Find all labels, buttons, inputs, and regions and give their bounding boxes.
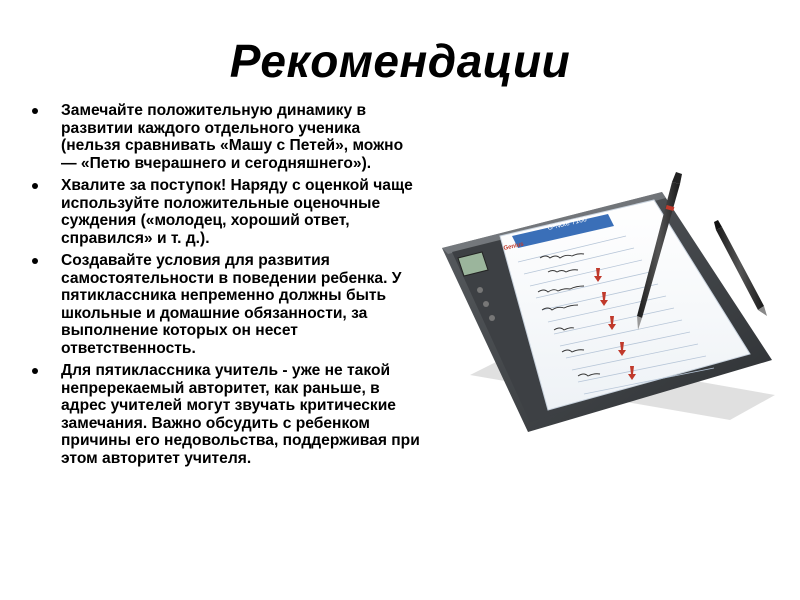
bullet-item <box>30 102 422 172</box>
device-brand: Genius <box>503 241 525 252</box>
bullet-dot-icon <box>32 183 38 189</box>
bullet-text: Создавайте условия для развития самостоятельности в поведении ребенка. У пятиклассника непременно должны быть школьные и домашние обязанности, за выполнение которых он несет ответственность. <box>61 252 402 357</box>
device-title: G-Note 7100 <box>546 216 588 232</box>
bullet-list <box>30 102 422 472</box>
bullet-dot-icon <box>32 368 38 374</box>
slide-title: Рекомендации <box>229 35 571 87</box>
bullet-dot-icon <box>32 258 38 264</box>
bullet-text: Замечайте положительную динамику в развитии каждого отдельного ученика (нельзя сравнивать «Машу с Петей», можно — «Петю вчерашнего и сегодняшнего»). <box>61 102 404 172</box>
bullet-item <box>30 177 422 247</box>
bullet-item <box>30 252 422 357</box>
bullet-item <box>30 362 422 467</box>
bullet-text: Хвалите за поступок! Наряду с оценкой чаще используйте положительные оценочные суждения («молодец, хороший ответ, справился» и т. д.). <box>61 177 413 247</box>
device-button <box>477 287 483 293</box>
bullet-text: Для пятиклассника учитель - уже не такой непререкаемый авторитет, как раньше, в адрес учителей могут звучать критические замечания. Важно обсудить с ребенком причины его недовольства, поддерживая при этом авторитет учителя. <box>61 362 420 467</box>
digital-notepad-with-pen-icon <box>430 170 780 440</box>
device-button <box>489 315 495 321</box>
device-button <box>483 301 489 307</box>
bullet-dot-icon <box>32 108 38 114</box>
